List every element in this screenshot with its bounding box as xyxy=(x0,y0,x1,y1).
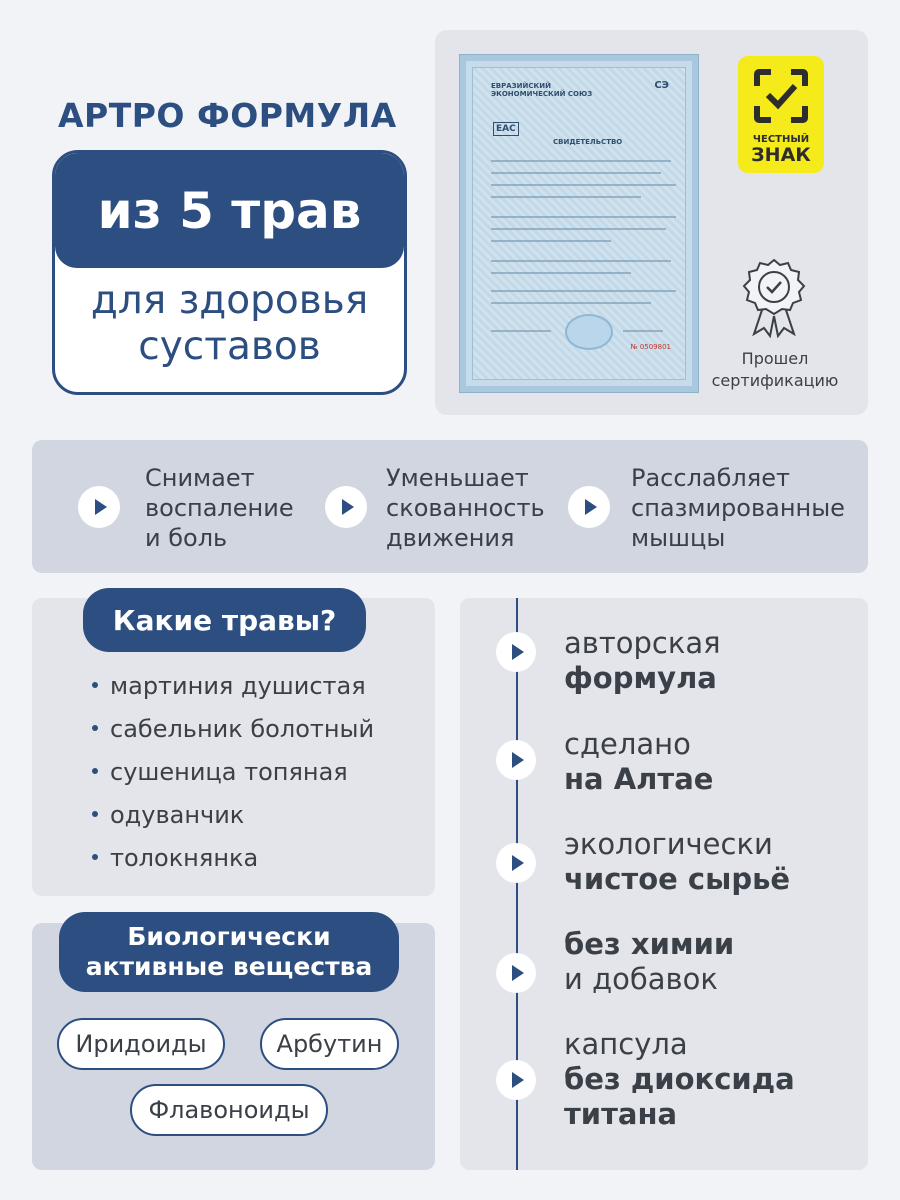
certificate-number: № 0509801 xyxy=(630,343,671,351)
bullet-icon xyxy=(92,811,98,817)
bullet-icon xyxy=(92,682,98,688)
herbs-title: Какие травы? xyxy=(83,588,366,652)
bullet-icon xyxy=(92,768,98,774)
list-item: одуванчик xyxy=(92,801,244,829)
certified-seal-icon xyxy=(740,258,808,338)
play-arrow-icon xyxy=(496,1060,536,1100)
play-arrow-icon xyxy=(496,632,536,672)
bullet-icon xyxy=(92,854,98,860)
subheadline xyxy=(55,278,404,370)
certificate-issuer: ЕВРАЗИЙСКИЙ ЭКОНОМИЧЕСКИЙ СОЮЗ xyxy=(491,82,593,98)
bullet-icon xyxy=(92,725,98,731)
subheadline-line-2: суставов xyxy=(138,324,321,369)
certification-caption: Прошел сертификацию xyxy=(711,349,839,390)
benefit-item: Расслабляет спазмированные мышцы xyxy=(631,464,845,552)
play-arrow-icon xyxy=(325,486,367,528)
chestny-znak-badge xyxy=(738,56,824,173)
certificate-stamp xyxy=(565,314,613,350)
list-item: толокнянка xyxy=(92,844,258,872)
feature-item: без химии и добавок xyxy=(564,927,735,996)
subheadline-line-1: для здоровья xyxy=(90,278,369,323)
certificate-document-image xyxy=(460,55,698,392)
certificate-title: СВИДЕТЕЛЬСТВО xyxy=(553,138,623,146)
headline: из 5 трав xyxy=(55,153,404,268)
play-arrow-icon xyxy=(496,740,536,780)
play-arrow-icon xyxy=(78,486,120,528)
feature-item: экологически чистое сырьё xyxy=(564,827,791,896)
list-item: сабельник болотный xyxy=(92,715,374,743)
certificate-ce-mark: СЭ xyxy=(654,80,669,91)
chestny-znak-label: ЧЕСТНЫЙ ЗНАК xyxy=(751,134,811,166)
certificate-eac-mark: EAC xyxy=(493,122,519,136)
bioactive-chip: Иридоиды xyxy=(57,1018,225,1070)
list-item: мартиния душистая xyxy=(92,672,366,700)
play-arrow-icon xyxy=(496,843,536,883)
brand-title: АРТРО ФОРМУЛА xyxy=(58,96,397,135)
bioactive-chip: Флавоноиды xyxy=(130,1084,328,1136)
benefit-item: Уменьшает скованность движения xyxy=(386,464,545,552)
list-item: сушеница топяная xyxy=(92,758,348,786)
feature-item: сделано на Алтае xyxy=(564,727,714,796)
bioactive-title: Биологически активные вещества xyxy=(59,912,399,992)
feature-item: авторская формула xyxy=(564,626,721,695)
checkmark-frame-icon xyxy=(751,66,811,126)
bioactive-chip: Арбутин xyxy=(260,1018,399,1070)
headline-box xyxy=(52,150,407,395)
feature-item: капсула без диоксида титана xyxy=(564,1027,795,1131)
benefit-item: Снимает воспаление и боль xyxy=(145,464,294,552)
play-arrow-icon xyxy=(568,486,610,528)
play-arrow-icon xyxy=(496,953,536,993)
